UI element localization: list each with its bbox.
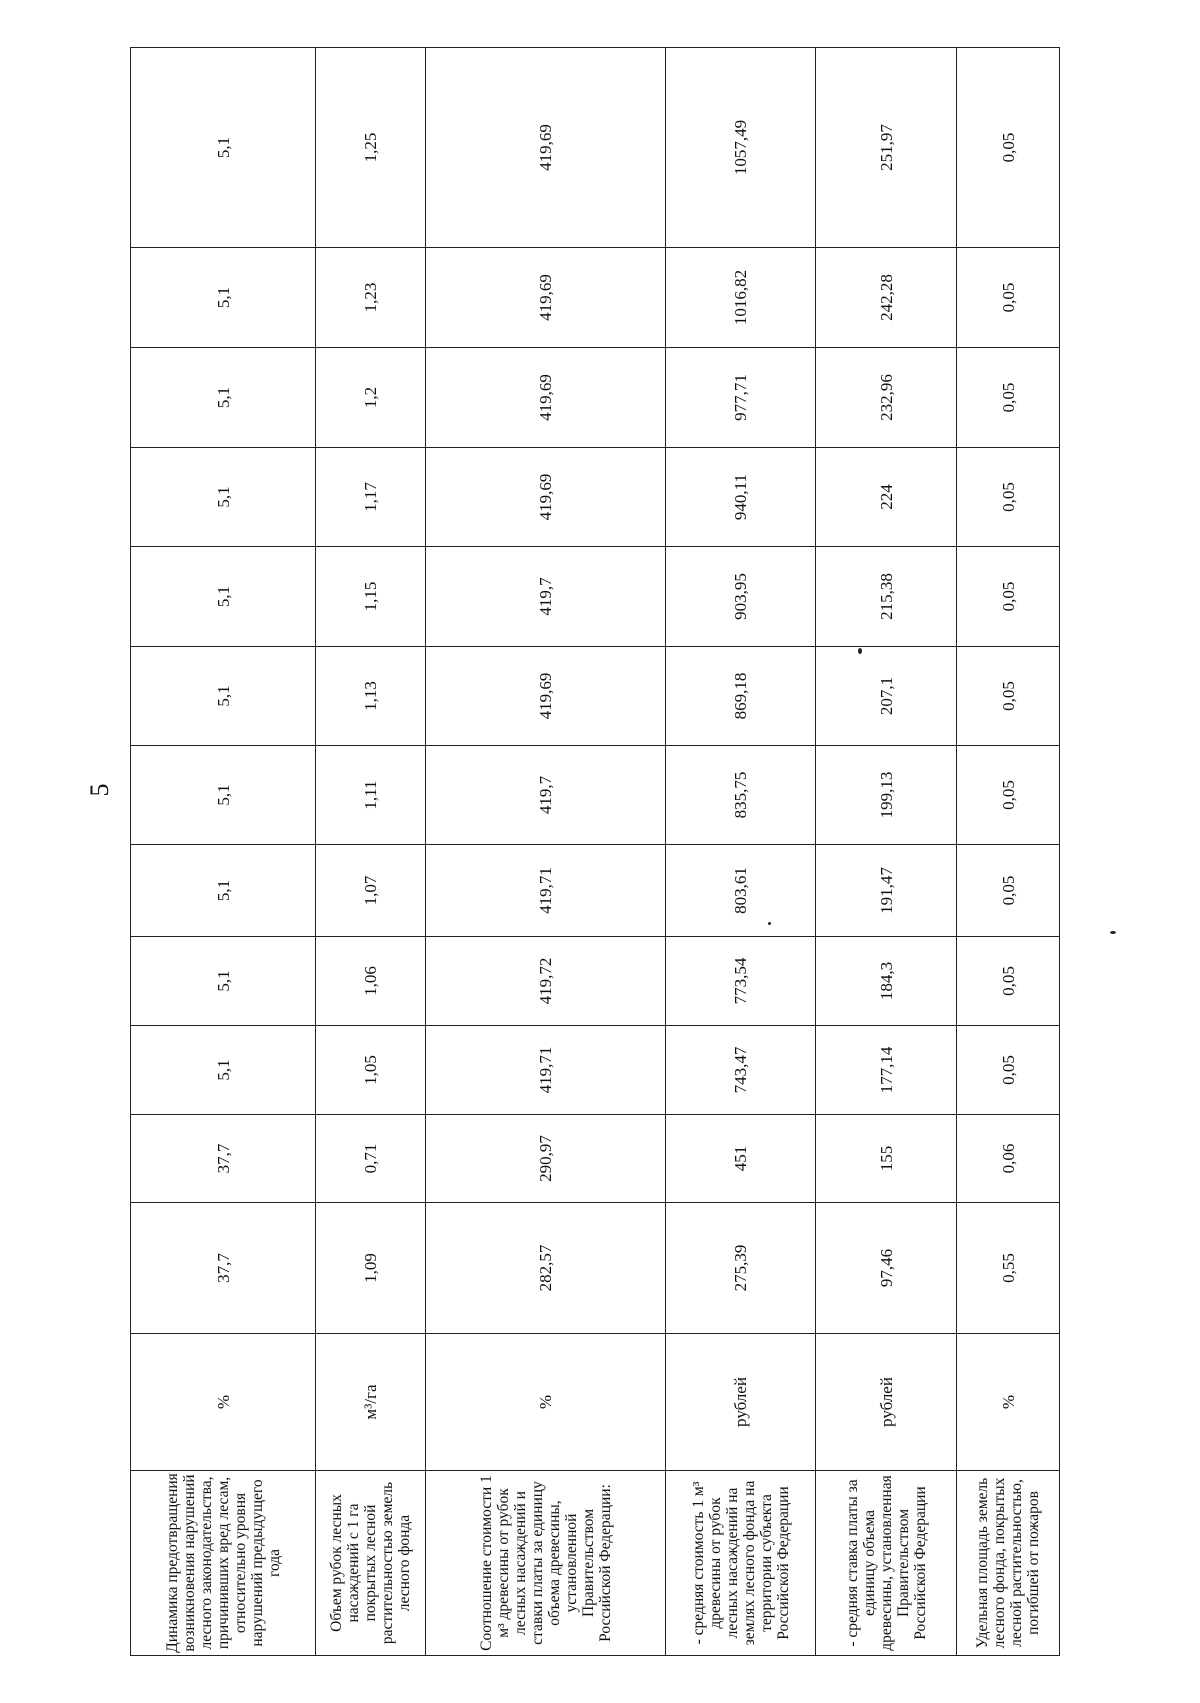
value-cell: 5,1 [131, 1026, 316, 1115]
value-cell: 242,28 [816, 248, 957, 348]
unit-cell: рублей [816, 1334, 957, 1471]
value-cell: 1,05 [316, 1026, 426, 1115]
value-cell: 0,05 [957, 448, 1060, 547]
value-cell: 419,69 [426, 448, 666, 547]
table-row [131, 48, 316, 1656]
rotated-table-wrapper [130, 48, 1059, 1656]
value-cell: 5,1 [131, 845, 316, 937]
scan-speck [858, 648, 862, 654]
value-cell: 0,05 [957, 248, 1060, 348]
value-cell: 1,11 [316, 746, 426, 845]
value-cell: 199,13 [816, 746, 957, 845]
value-cell: 0,05 [957, 845, 1060, 937]
value-cell: 37,7 [131, 1115, 316, 1203]
value-cell: 1057,49 [666, 48, 816, 248]
value-cell: 419,71 [426, 845, 666, 937]
value-cell: 0,05 [957, 348, 1060, 448]
indicator-cell: - средняя ставка платы за единицу объема древесины, установленная Правительством Российской Федерации [816, 1471, 957, 1656]
value-cell: 0,71 [316, 1115, 426, 1203]
unit-cell: % [426, 1334, 666, 1471]
value-cell: 5,1 [131, 248, 316, 348]
value-cell: 1,2 [316, 348, 426, 448]
table-row [666, 48, 816, 1656]
value-cell: 977,71 [666, 348, 816, 448]
value-cell: 773,54 [666, 937, 816, 1026]
value-cell: 5,1 [131, 937, 316, 1026]
value-cell: 251,97 [816, 48, 957, 248]
value-cell: 191,47 [816, 845, 957, 937]
value-cell: 177,14 [816, 1026, 957, 1115]
value-cell: 0,55 [957, 1203, 1060, 1334]
indicators-table [130, 47, 1060, 1656]
value-cell: 5,1 [131, 48, 316, 248]
value-cell: 419,7 [426, 547, 666, 647]
value-cell: 37,7 [131, 1203, 316, 1334]
value-cell: 0,05 [957, 1026, 1060, 1115]
value-cell: 97,46 [816, 1203, 957, 1334]
value-cell: 5,1 [131, 746, 316, 845]
value-cell: 1,13 [316, 647, 426, 746]
value-cell: 1,06 [316, 937, 426, 1026]
value-cell: 0,05 [957, 547, 1060, 647]
value-cell: 869,18 [666, 647, 816, 746]
value-cell: 5,1 [131, 348, 316, 448]
value-cell: 155 [816, 1115, 957, 1203]
value-cell: 1,15 [316, 547, 426, 647]
scan-speck [1110, 931, 1116, 934]
value-cell: 419,71 [426, 1026, 666, 1115]
value-cell: 232,96 [816, 348, 957, 448]
value-cell: 0,05 [957, 937, 1060, 1026]
value-cell: 282,57 [426, 1203, 666, 1334]
value-cell: 5,1 [131, 547, 316, 647]
value-cell: 419,7 [426, 746, 666, 845]
value-cell: 184,3 [816, 937, 957, 1026]
value-cell: 215,38 [816, 547, 957, 647]
value-cell: 451 [666, 1115, 816, 1203]
value-cell: 419,72 [426, 937, 666, 1026]
value-cell: 835,75 [666, 746, 816, 845]
value-cell: 275,39 [666, 1203, 816, 1334]
table-row [426, 48, 666, 1656]
value-cell: 903,95 [666, 547, 816, 647]
value-cell: 419,69 [426, 647, 666, 746]
value-cell: 1,25 [316, 48, 426, 248]
value-cell: 940,11 [666, 448, 816, 547]
unit-cell: рублей [666, 1334, 816, 1471]
value-cell: 1016,82 [666, 248, 816, 348]
indicator-cell: - средняя стоимость 1 м³ древесины от рубок лесных насаждений на землях лесного фонда на территории субъекта Российской Федерации [666, 1471, 816, 1656]
value-cell: 419,69 [426, 48, 666, 248]
value-cell: 0,05 [957, 48, 1060, 248]
unit-cell: % [957, 1334, 1060, 1471]
value-cell: 5,1 [131, 448, 316, 547]
unit-cell: м³/га [316, 1334, 426, 1471]
value-cell: 0,05 [957, 647, 1060, 746]
indicator-cell: Объем рубок лесных насаждений с 1 га покрытых лесной растительностью земель лесного фонда [316, 1471, 426, 1656]
value-cell: 419,69 [426, 248, 666, 348]
value-cell: 1,07 [316, 845, 426, 937]
value-cell: 224 [816, 448, 957, 547]
indicator-cell: Динамика предотвращения возникновения нарушений лесного законодательства, причинивших вред лесам, относительно уровня нарушений предыдущего года [131, 1471, 316, 1656]
value-cell: 1,09 [316, 1203, 426, 1334]
table-row [957, 48, 1060, 1656]
value-cell: 207,1 [816, 647, 957, 746]
page-number: 5 [85, 783, 114, 797]
table-row [316, 48, 426, 1656]
value-cell: 1,17 [316, 448, 426, 547]
value-cell: 5,1 [131, 647, 316, 746]
value-cell: 290,97 [426, 1115, 666, 1203]
indicator-cell: Соотношение стоимости 1 м³ древесины от рубок лесных насаждений и ставки платы за единицу объема древесины, установленной Правительством Российской Федерации: [426, 1471, 666, 1656]
value-cell: 0,06 [957, 1115, 1060, 1203]
value-cell: 743,47 [666, 1026, 816, 1115]
unit-cell: % [131, 1334, 316, 1471]
table-row [816, 48, 957, 1656]
indicator-cell: Удельная площадь земель лесного фонда, покрытых лесной растительностью, погибшей от пожаров [957, 1471, 1060, 1656]
scan-speck [768, 922, 771, 925]
value-cell: 0,05 [957, 746, 1060, 845]
value-cell: 803,61 [666, 845, 816, 937]
value-cell: 1,23 [316, 248, 426, 348]
value-cell: 419,69 [426, 348, 666, 448]
